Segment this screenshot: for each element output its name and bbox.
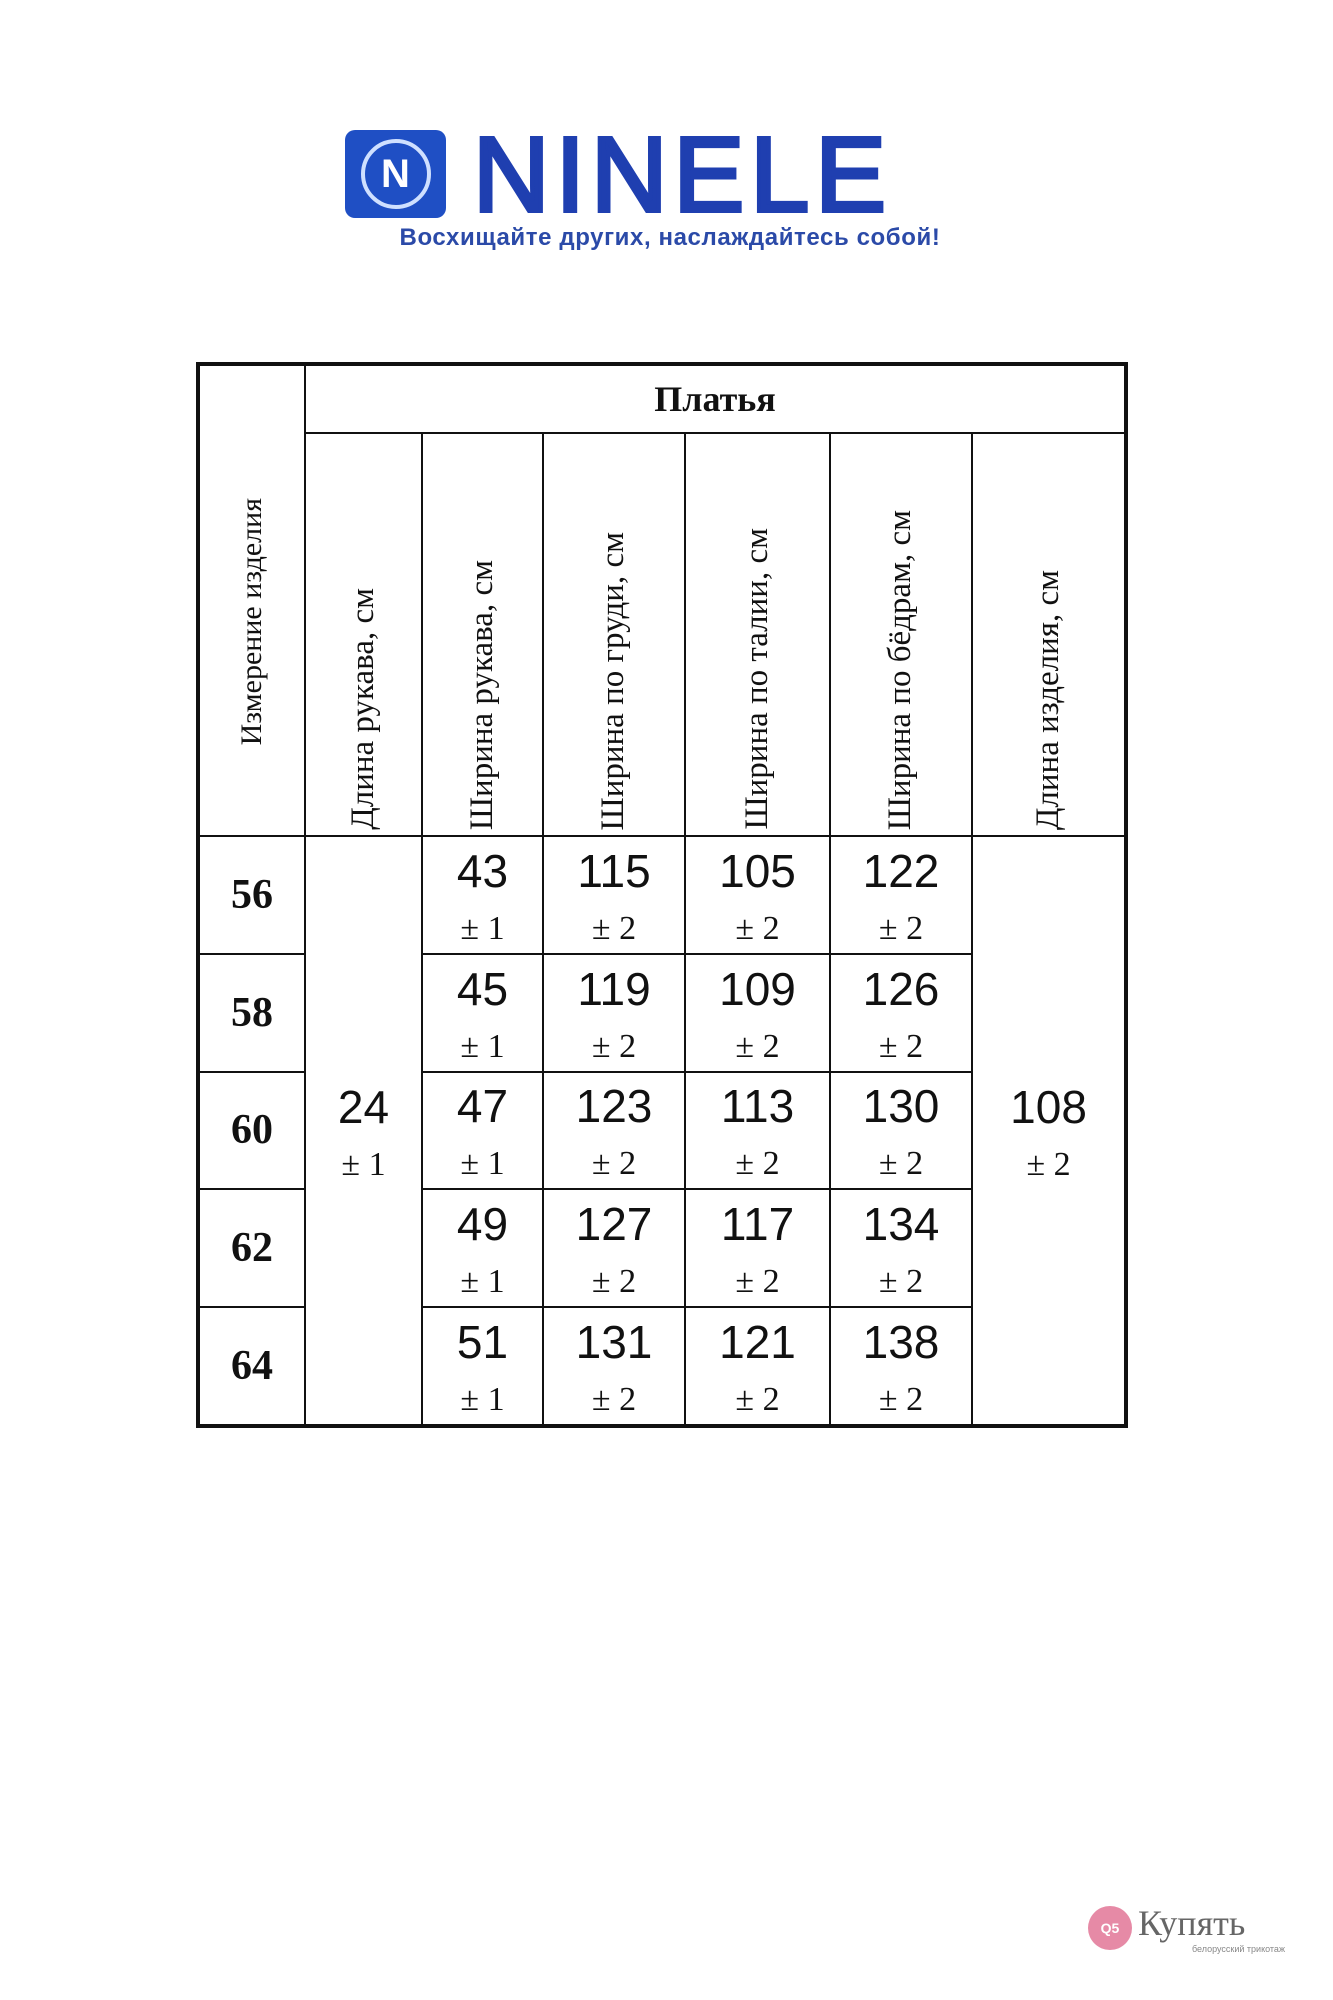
brand-header	[345, 116, 995, 270]
cell-tolerance: ± 2	[735, 909, 780, 947]
cell-tolerance: ± 2	[735, 1145, 780, 1183]
cell-value: 134	[862, 1198, 940, 1251]
cell-tolerance: ± 2	[878, 909, 924, 947]
cell-tolerance: ± 2	[591, 1145, 637, 1183]
brand-slogan: Восхищайте других, наслаждайтесь собой!	[399, 224, 941, 251]
cell-value: 43	[456, 844, 509, 897]
size-label: 62	[198, 1189, 305, 1307]
watermark-text: Купять	[1138, 1903, 1246, 1943]
column-header-label: Ширина по бёдрам, см	[882, 509, 919, 831]
size-label: 64	[198, 1307, 305, 1426]
cell-tolerance: ± 2	[878, 1027, 924, 1065]
cell-value: 138	[862, 1316, 940, 1369]
cell-value: 117	[720, 1198, 795, 1251]
cell-tolerance: ± 2	[735, 1027, 780, 1065]
cell-value: 108	[1010, 1080, 1087, 1133]
measurement-cell	[543, 1189, 685, 1307]
cell-value: 126	[862, 962, 940, 1015]
measurement-cell	[422, 954, 543, 1072]
measurement-cell	[422, 836, 543, 954]
cell-tolerance: ± 2	[591, 909, 637, 947]
cell-tolerance: ± 2	[591, 1263, 637, 1301]
cell-tolerance: ± 2	[735, 1381, 780, 1419]
product-length-cell	[972, 836, 1126, 1426]
cell-value: 119	[577, 962, 651, 1015]
cell-tolerance: ± 1	[460, 1145, 505, 1183]
size-label: 56	[198, 836, 305, 954]
brand-logo-icon	[345, 130, 446, 218]
cell-value: 113	[720, 1080, 795, 1133]
cell-value: 47	[456, 1080, 509, 1133]
cell-tolerance: ± 1	[460, 1381, 505, 1419]
measurement-cell	[685, 1307, 830, 1426]
cell-tolerance: ± 2	[878, 1381, 924, 1419]
cell-value: 51	[456, 1316, 509, 1369]
cell-tolerance: ± 2	[878, 1145, 924, 1183]
measurement-cell	[830, 1189, 972, 1307]
measurement-cell	[830, 836, 972, 954]
measurement-cell	[685, 954, 830, 1072]
cell-value: 115	[577, 844, 651, 897]
measurement-cell	[422, 1307, 543, 1426]
cell-value: 130	[862, 1080, 940, 1133]
measurement-cell	[685, 1189, 830, 1307]
watermark-badge-icon: Q5	[1088, 1906, 1132, 1950]
measurement-cell	[830, 1307, 972, 1426]
measurement-cell	[422, 1189, 543, 1307]
brand-name: NINELE	[473, 116, 892, 234]
sleeve-length-cell	[305, 836, 422, 1426]
measurement-cell	[830, 954, 972, 1072]
measurement-cell	[543, 1072, 685, 1190]
logo-letter: N	[361, 139, 431, 209]
cell-tolerance: ± 1	[460, 1027, 505, 1065]
cell-value: 24	[337, 1080, 390, 1133]
table-title: Платья	[305, 364, 1126, 433]
measurement-cell	[830, 1072, 972, 1190]
column-header-label: Ширина рукава, см	[463, 559, 500, 831]
column-header	[685, 433, 830, 836]
column-header	[543, 433, 685, 836]
column-header-label: Длина изделия, см	[1029, 570, 1066, 831]
measurement-cell	[422, 1072, 543, 1190]
watermark-subtitle: белорусский трикотаж	[1192, 1944, 1285, 1954]
cell-value: 109	[719, 962, 796, 1015]
column-header	[972, 433, 1126, 836]
row-header-cell	[198, 364, 305, 836]
column-header	[305, 433, 422, 836]
measurement-cell	[543, 836, 685, 954]
table-row	[198, 836, 1126, 954]
column-header	[422, 433, 543, 836]
cell-value: 122	[862, 844, 940, 897]
column-header	[830, 433, 972, 836]
cell-value: 105	[719, 844, 796, 897]
cell-value: 127	[575, 1198, 653, 1251]
measurement-cell	[685, 836, 830, 954]
size-label: 60	[198, 1072, 305, 1190]
measurement-cell	[543, 954, 685, 1072]
cell-value: 45	[456, 962, 509, 1015]
cell-tolerance: ± 2	[878, 1263, 924, 1301]
cell-tolerance: ± 1	[341, 1145, 386, 1183]
measurement-cell	[543, 1307, 685, 1426]
cell-value: 123	[575, 1080, 653, 1133]
watermark-logo	[1088, 1896, 1298, 1956]
cell-tolerance: ± 2	[591, 1381, 637, 1419]
cell-tolerance: ± 1	[460, 1263, 505, 1301]
cell-value: 131	[575, 1316, 653, 1369]
column-header-label: Ширина по груди, см	[595, 531, 632, 831]
size-table	[196, 362, 1128, 1428]
column-header-label: Ширина по талии, см	[738, 528, 775, 831]
column-header-label: Длина рукава, см	[344, 588, 381, 831]
row-header-label: Измерение изделия	[235, 498, 269, 746]
size-label: 58	[198, 954, 305, 1072]
cell-tolerance: ± 2	[735, 1263, 780, 1301]
measurement-cell	[685, 1072, 830, 1190]
cell-tolerance: ± 1	[460, 909, 505, 947]
cell-tolerance: ± 2	[591, 1027, 637, 1065]
cell-tolerance: ± 2	[1026, 1145, 1071, 1183]
cell-value: 49	[456, 1198, 509, 1251]
cell-value: 121	[719, 1316, 796, 1369]
